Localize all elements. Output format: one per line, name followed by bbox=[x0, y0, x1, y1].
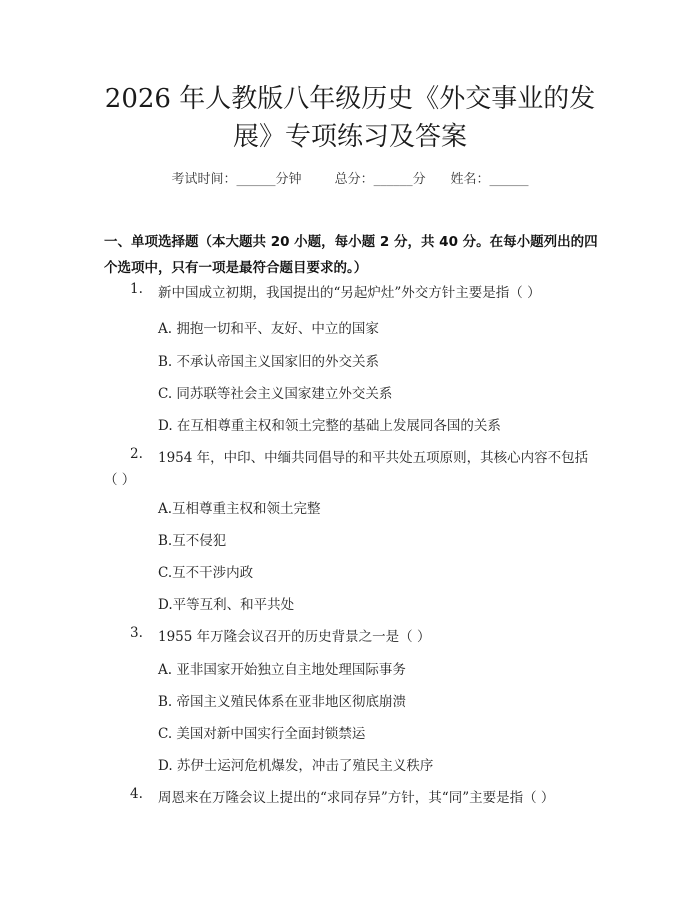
question-stem: 新中国成立初期，我国提出的“另起炉灶”外交方针主要是指（ ） bbox=[158, 285, 541, 301]
option-d: D.平等互利、和平共处 bbox=[158, 597, 295, 613]
option-d: D. 苏伊士运河危机爆发，冲击了殖民主义秩序 bbox=[158, 758, 434, 774]
time-label: 考试时间： bbox=[171, 172, 237, 187]
option-c: C.互不干涉内政 bbox=[158, 565, 254, 581]
time-unit: 分钟 bbox=[275, 172, 302, 187]
option-a: A. 亚非国家开始独立自主地处理国际事务 bbox=[158, 662, 406, 678]
question-number: 2. bbox=[130, 446, 143, 462]
question-number: 4. bbox=[130, 786, 143, 802]
option-d: D. 在互相尊重主权和领土完整的基础上发展同各国的关系 bbox=[158, 418, 501, 434]
option-b: B. 帝国主义殖民体系在亚非地区彻底崩溃 bbox=[158, 694, 407, 710]
section-heading: 一、单项选择题（本大题共 20 小题，每小题 2 分，共 40 分。在每小题列出的四个选项中，只有一项是最符合题目要求的。） bbox=[104, 234, 598, 276]
time-blank: ______ bbox=[236, 172, 276, 187]
question-stem: 1955 年万隆会议召开的历史背景之一是（ ） bbox=[158, 629, 431, 645]
option-c: C. 同苏联等社会主义国家建立外交关系 bbox=[158, 386, 393, 402]
question-stem-continuation: （ ） bbox=[104, 472, 136, 488]
question-number: 1. bbox=[130, 281, 143, 297]
question-stem: 周恩来在万隆会议上提出的“求同存异”方针，其“同”主要是指（ ） bbox=[158, 790, 555, 806]
score-unit: 分 bbox=[412, 172, 426, 187]
score-blank: ______ bbox=[373, 172, 413, 187]
option-b: B. 不承认帝国主义国家旧的外交关系 bbox=[158, 354, 380, 370]
name-label: 姓名： bbox=[450, 172, 490, 187]
question-stem: 1954 年，中印、中缅共同倡导的和平共处五项原则，其核心内容不包括 bbox=[158, 450, 589, 466]
title-line-1: 2026 年人教版八年级历史《外交事业的发 bbox=[104, 84, 596, 114]
page-title bbox=[70, 80, 630, 156]
name-blank: ______ bbox=[489, 172, 529, 187]
option-b: B.互不侵犯 bbox=[158, 533, 227, 549]
title-line-2: 展》专项练习及答案 bbox=[232, 122, 467, 152]
option-c: C. 美国对新中国实行全面封锁禁运 bbox=[158, 726, 366, 742]
score-label: 总分： bbox=[334, 172, 374, 187]
option-a: A.互相尊重主权和领土完整 bbox=[158, 501, 321, 517]
option-a: A. 拥抱一切和平、友好、中立的国家 bbox=[158, 321, 379, 337]
question-number: 3. bbox=[130, 625, 143, 641]
exam-meta bbox=[0, 168, 700, 187]
